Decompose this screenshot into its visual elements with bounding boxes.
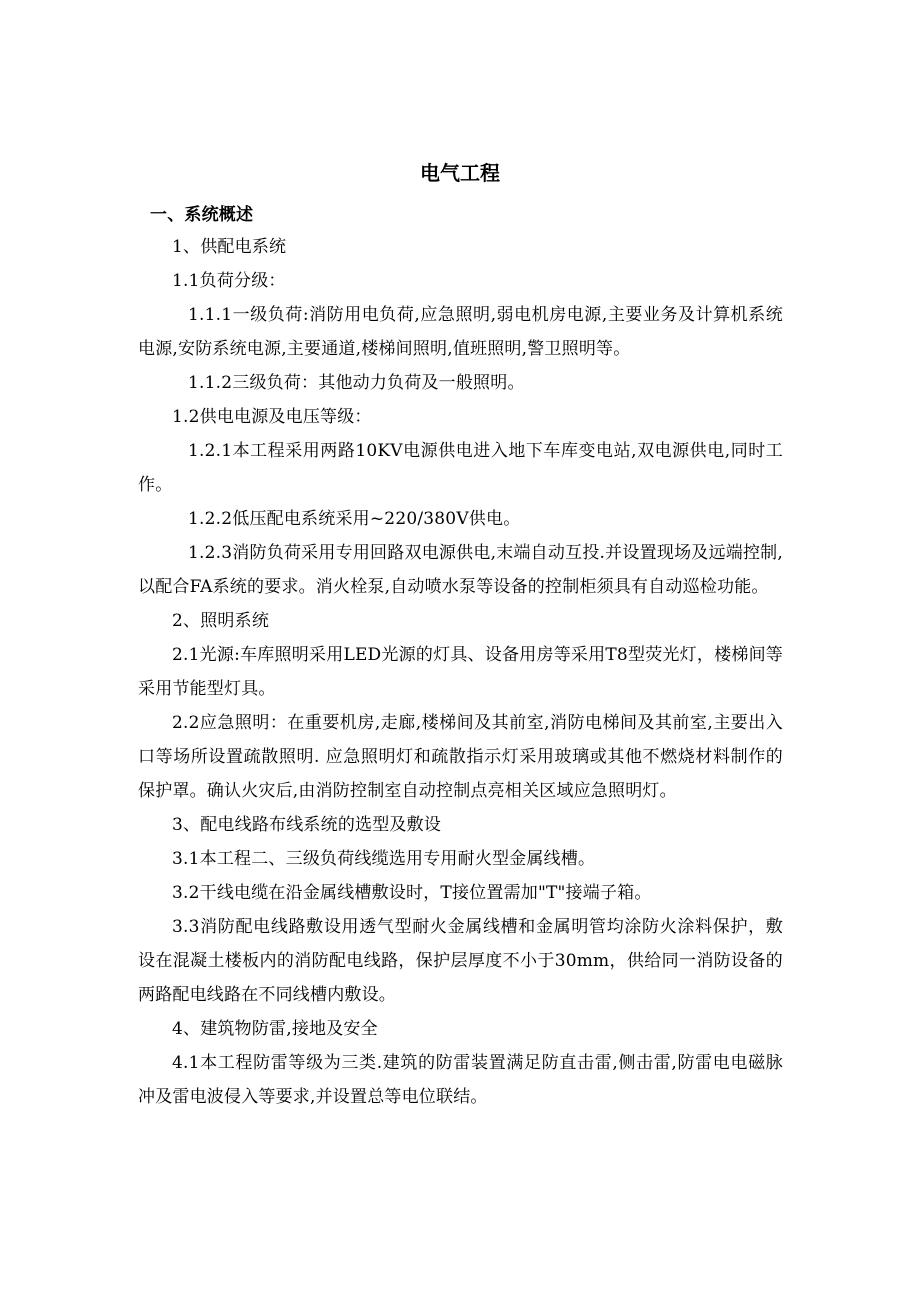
subsection-lightning-grounding: 4、建筑物防雷,接地及安全 [172,1019,378,1039]
paragraph-third-class-load: 1.1.2三级负荷：其他动力负荷及一般照明。 [188,373,525,393]
document-title: 电气工程 [420,161,500,185]
subsection-lighting-system: 2、照明系统 [172,611,270,631]
paragraph-lightning-protection: 4.1本工程防雷等级为三类.建筑的防雷装置满足防直击雷,侧击雷,防雷电电磁脉冲及雷电波侵入等要求,并设置总等电位联结。 [138,1053,783,1107]
paragraph-fire-load-supply: 1.2.3消防负荷采用专用回路双电源供电,末端自动互投.并设置现场及远端控制,以配合FA系统的要求。消火栓泵,自动喷水泵等设备的控制柜须具有自动巡检功能。 [138,543,783,597]
paragraph-low-voltage-system: 1.2.2低压配电系统采用~220/380V供电。 [188,509,521,529]
item-power-source-voltage: 1.2供电电源及电压等级： [172,407,372,427]
document-body [138,200,783,1114]
paragraph-fire-wiring: 3.3消防配电线路敷设用透气型耐火金属线槽和金属明管均涂防火涂料保护，敷设在混凝土楼板内的消防配电线路，保护层厚度不小于30mm，供给同一消防设备的两路配电线路在不同线槽内敷设。 [138,917,783,1005]
paragraph-10kv-supply: 1.2.1本工程采用两路10KV电源供电进入地下车库变电站,双电源供电,同时工作。 [138,441,783,495]
subsection-power-supply: 1、供配电系统 [172,237,287,257]
paragraph-trunk-cable: 3.2干线电缆在沿金属线槽敷设时，T接位置需加"T"接端子箱。 [172,883,652,903]
section-heading-system-overview: 一、系统概述 [150,205,254,225]
paragraph-light-source: 2.1光源:车库照明采用LED光源的灯具、设备用房等采用T8型荧光灯，楼梯间等采用节能型灯具。 [138,645,783,699]
paragraph-first-class-load: 1.1.1一级负荷:消防用电负荷,应急照明,弱电机房电源,主要业务及计算机系统电源,安防系统电源,主要通道,楼梯间照明,值班照明,警卫照明等。 [138,305,783,359]
paragraph-emergency-lighting: 2.2应急照明：在重要机房,走廊,楼梯间及其前室,消防电梯间及其前室,主要出入口等场所设置疏散照明. 应急照明灯和疏散指示灯采用玻璃或其他不燃烧材料制作的保护罩。确认火灾后,由消防控制室自动控制点亮相关区域应急照明灯。 [138,713,783,801]
subsection-wiring-system: 3、配电线路布线系统的选型及敷设 [172,815,442,835]
paragraph-cable-selection: 3.1本工程二、三级负荷线缆选用专用耐火型金属线槽。 [172,849,596,869]
item-load-classification: 1.1负荷分级： [172,271,286,291]
